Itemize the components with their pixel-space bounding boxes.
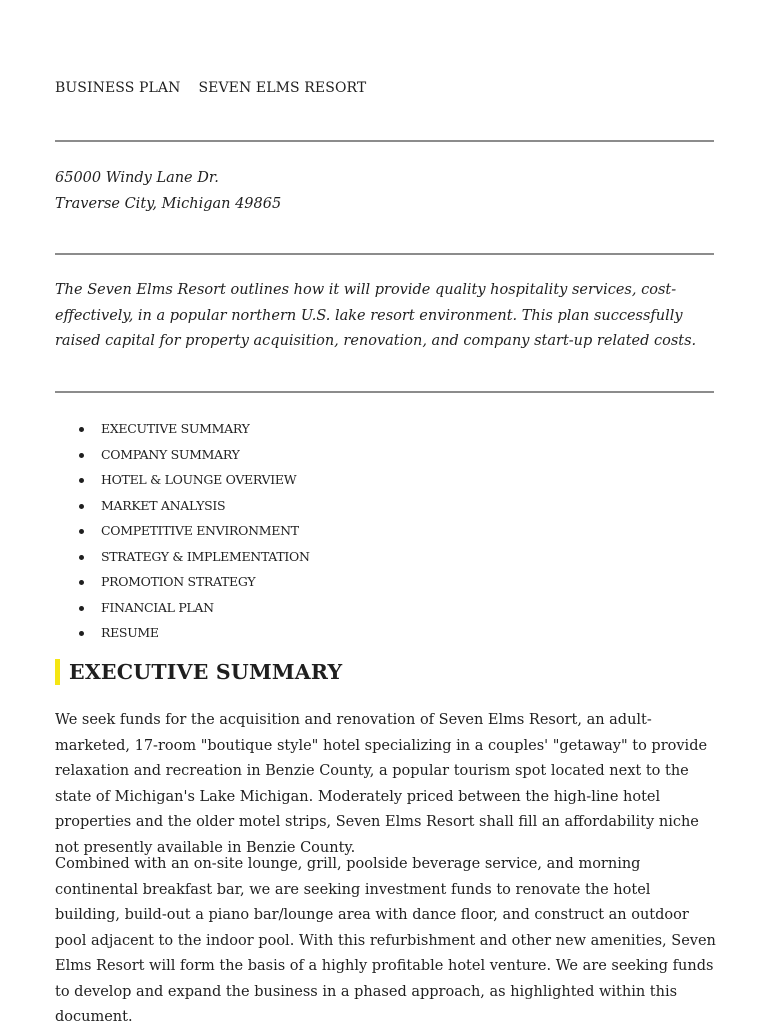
section-accent-bar <box>55 659 60 685</box>
toc-item-executive-summary[interactable]: EXECUTIVE SUMMARY <box>55 416 310 442</box>
section-title: EXECUTIVE SUMMARY <box>69 660 343 684</box>
divider <box>55 391 714 393</box>
address-line-1: 65000 Windy Lane Dr. <box>55 170 219 186</box>
toc-item-hotel-lounge-overview[interactable]: HOTEL & LOUNGE OVERVIEW <box>55 467 310 493</box>
intro-summary: The Seven Elms Resort outlines how it will provide quality hospitality services, cost-effectively, in a popular northern U.S. lake resort environment. This plan successfully raised capital for property acquisition, renovation, and company start-up related costs. <box>55 282 697 349</box>
executive-summary-paragraph-2: Combined with an on-site lounge, grill, poolside beverage service, and morning continental breakfast bar, we are seeking investment funds to renovate the hotel building, build-out a piano bar/lounge area with dance floor, and construct an outdoor pool adjacent to the indoor pool. With this refurbishment and other new amenities, Seven Elms Resort will form the basis of a highly profitable hotel venture. We are seeking funds to develop and expand the business in a phased approach, as highlighted within this document. <box>55 856 716 1025</box>
executive-summary-paragraph-1: We seek funds for the acquisition and renovation of Seven Elms Resort, an adult-marketed, 17-room "boutique style" hotel specializing in a couples' "getaway" to provide relaxation and recreation in Benzie County, a popular tourism spot located next to the state of Michigan's Lake Michigan. Moderately priced between the high-line hotel properties and the older motel strips, Seven Elms Resort shall fill an affordability niche not presently available in Benzie County. <box>55 712 708 856</box>
toc-item-financial-plan[interactable]: FINANCIAL PLAN <box>55 595 310 621</box>
table-of-contents <box>55 416 310 646</box>
company-address <box>55 165 281 217</box>
divider <box>55 253 714 255</box>
toc-item-company-summary[interactable]: COMPANY SUMMARY <box>55 442 310 468</box>
document-header <box>55 80 366 96</box>
section-heading <box>55 658 342 686</box>
address-line-2: Traverse City, Michigan 49865 <box>55 196 282 212</box>
divider <box>55 140 714 142</box>
company-name: SEVEN ELMS RESORT <box>198 80 367 96</box>
toc-item-market-analysis[interactable]: MARKET ANALYSIS <box>55 493 310 519</box>
toc-item-resume[interactable]: RESUME <box>55 620 310 646</box>
document-type: BUSINESS PLAN <box>55 80 181 96</box>
toc-item-strategy-implementation[interactable]: STRATEGY & IMPLEMENTATION <box>55 544 310 570</box>
toc-item-competitive-environment[interactable]: COMPETITIVE ENVIRONMENT <box>55 518 310 544</box>
toc-item-promotion-strategy[interactable]: PROMOTION STRATEGY <box>55 569 310 595</box>
